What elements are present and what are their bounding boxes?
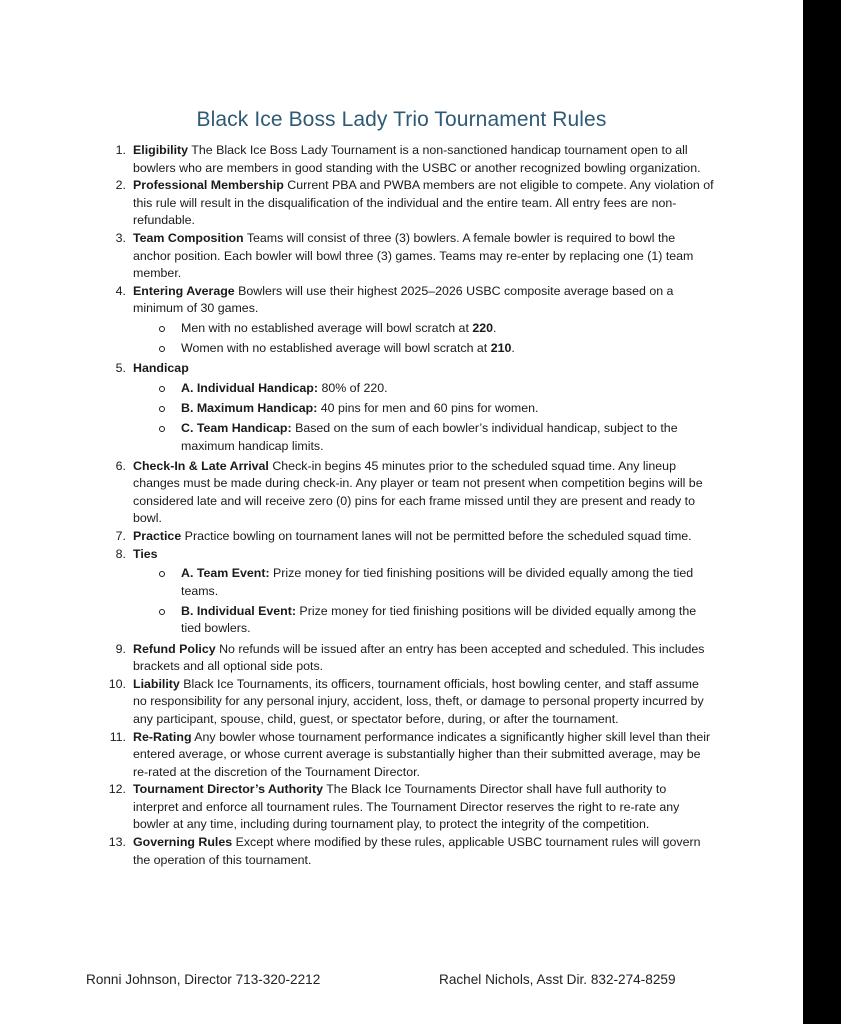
hollow-bullet-icon — [159, 426, 165, 432]
hollow-bullet-icon — [159, 609, 165, 615]
rule-text: Check-in begins 45 minutes prior to the scheduled squad time. Any lineup changes must be made during check-in. Any player or team not present when competition begins will be considered late and will receive zero (0) pins for each frame missed until they are present and ready to bowl. — [133, 458, 703, 526]
sub-label: B. Maximum Handicap: — [181, 400, 318, 415]
rules-list — [104, 142, 714, 869]
rule-number: 2. — [115, 178, 126, 193]
sub-text: Men with no established average will bowl scratch at — [181, 320, 473, 335]
rule-number: 13. — [108, 835, 126, 850]
rule-text: The Black Ice Boss Lady Tournament is a non-sanctioned handicap tournament open to all bowlers who are members in good standing with the USBC or another recognized bowling organization. — [133, 143, 701, 175]
rule-heading: Re-Rating — [133, 729, 192, 744]
rule-text: Bowlers will use their highest 2025–2026 USBC composite average based on a minimum of 30 games. — [133, 283, 674, 316]
rule-item — [104, 177, 714, 230]
director-contact: Ronni Johnson, Director 713-320-2212 — [86, 972, 321, 987]
sub-list — [133, 565, 714, 638]
sub-item — [133, 565, 714, 600]
rule-text: Practice bowling on tournament lanes will not be permitted before the scheduled squad time. — [181, 528, 692, 543]
rule-heading: Tournament Director’s Authority — [133, 782, 324, 797]
rule-number: 1. — [115, 143, 126, 157]
sub-item — [133, 320, 714, 338]
assistant-director-contact: Rachel Nichols, Asst Dir. 832-274-8259 — [439, 972, 676, 987]
rule-heading: Eligibility — [133, 143, 189, 157]
rule-number: 12. — [108, 782, 126, 797]
rule-number: 9. — [115, 641, 126, 656]
rule-item — [104, 528, 714, 546]
rule-item — [104, 458, 714, 528]
rule-item — [104, 230, 714, 283]
sub-value: 220 — [472, 320, 494, 335]
rule-number: 7. — [115, 528, 126, 543]
rule-heading: Ties — [133, 546, 158, 561]
sub-item — [133, 380, 714, 398]
sub-label: B. Individual Event: — [181, 603, 296, 618]
sub-value: 210 — [490, 341, 512, 356]
rule-heading: Refund Policy — [133, 641, 216, 656]
sub-list — [133, 380, 714, 455]
rule-number: 6. — [115, 458, 126, 473]
rule-heading: Professional Membership — [133, 178, 284, 193]
rule-number: 4. — [115, 283, 126, 298]
right-edge-bar — [803, 0, 841, 1024]
sub-list — [133, 320, 714, 358]
sub-text: Based on the sum of each bowler’s individual handicap, subject to the maximum handicap limits. — [181, 420, 678, 453]
hollow-bullet-icon — [159, 406, 165, 412]
rule-number: 3. — [115, 230, 126, 245]
rule-item — [104, 834, 714, 869]
sub-text: Women with no established average will bowl scratch at — [181, 341, 491, 356]
rule-item — [104, 641, 714, 676]
rule-text: Any bowler whose tournament performance indicates a significantly higher skill level than their entered average, or whose current average is substantially higher than their submitted average, may be re-rated at the discretion of the Tournament Director. — [133, 729, 711, 779]
rule-item — [104, 676, 714, 729]
sub-item — [133, 603, 714, 638]
rule-item — [104, 142, 714, 177]
hollow-bullet-icon — [159, 386, 165, 392]
sub-end: . — [493, 320, 497, 335]
rule-text: Current PBA and PWBA members are not eligible to compete. Any violation of this rule will result in the disqualification of the individual and the entire team. All entry fees are non-refundable. — [133, 178, 714, 228]
hollow-bullet-icon — [159, 571, 165, 577]
sub-label: C. Team Handicap: — [181, 420, 292, 435]
rule-number: 11. — [109, 729, 126, 744]
rule-text: The Black Ice Tournaments Director shall have full authority to interpret and enforce all tournament rules. The Tournament Director reserves the right to re-rate any bowler at any time, including during tournament play, to protect the integrity of the competition. — [133, 782, 680, 832]
rule-heading: Practice — [133, 528, 182, 543]
sub-end: . — [511, 341, 515, 356]
rule-text: Teams will consist of three (3) bowlers. A female bowler is required to bowl the anchor position. Each bowler will bowl three (3) games. Teams may re-enter by replacing one (1) team member. — [133, 230, 694, 281]
rule-number: 8. — [115, 546, 126, 561]
rule-number: 10. — [108, 676, 126, 691]
rule-item — [104, 781, 714, 834]
sub-label: A. Team Event: — [181, 566, 270, 581]
rule-heading: Team Composition — [133, 230, 244, 245]
hollow-bullet-icon — [159, 326, 165, 332]
rule-text: Black Ice Tournaments, its officers, tournament officials, host bowling center, and staff assume no responsibility for any personal injury, accident, loss, theft, or damage to personal property incurred by any participant, spouse, child, guest, or spectator before, during, or after the tournament. — [133, 676, 704, 726]
rule-heading: Liability — [133, 676, 180, 691]
sub-text: Prize money for tied finishing positions will be divided equally among the tied teams. — [181, 566, 694, 598]
rule-item — [104, 360, 714, 455]
rule-heading: Handicap — [133, 361, 189, 376]
rule-heading: Governing Rules — [133, 835, 233, 850]
sub-label: A. Individual Handicap: — [181, 380, 318, 395]
sub-item — [133, 340, 714, 358]
rule-number: 5. — [115, 361, 126, 376]
sub-text: 80% of 220. — [318, 380, 388, 395]
sub-item — [133, 400, 714, 418]
sub-text: 40 pins for men and 60 pins for women. — [317, 400, 539, 415]
rule-text: No refunds will be issued after an entry has been accepted and scheduled. This includes brackets and all optional side pots. — [133, 641, 705, 674]
sub-item — [133, 420, 714, 455]
page-title: Black Ice Boss Lady Trio Tournament Rules — [196, 108, 607, 131]
rule-heading: Check-In & Late Arrival — [133, 458, 269, 473]
sub-text: Prize money for tied finishing positions will be divided equally among the tied bowlers. — [181, 603, 697, 636]
rule-text: Except where modified by these rules, applicable USBC tournament rules will govern the operation of this tournament. — [133, 835, 701, 867]
rule-item — [104, 546, 714, 638]
rule-heading: Entering Average — [133, 283, 235, 298]
hollow-bullet-icon — [159, 346, 165, 352]
rule-item — [104, 283, 714, 358]
rule-item — [104, 729, 714, 782]
